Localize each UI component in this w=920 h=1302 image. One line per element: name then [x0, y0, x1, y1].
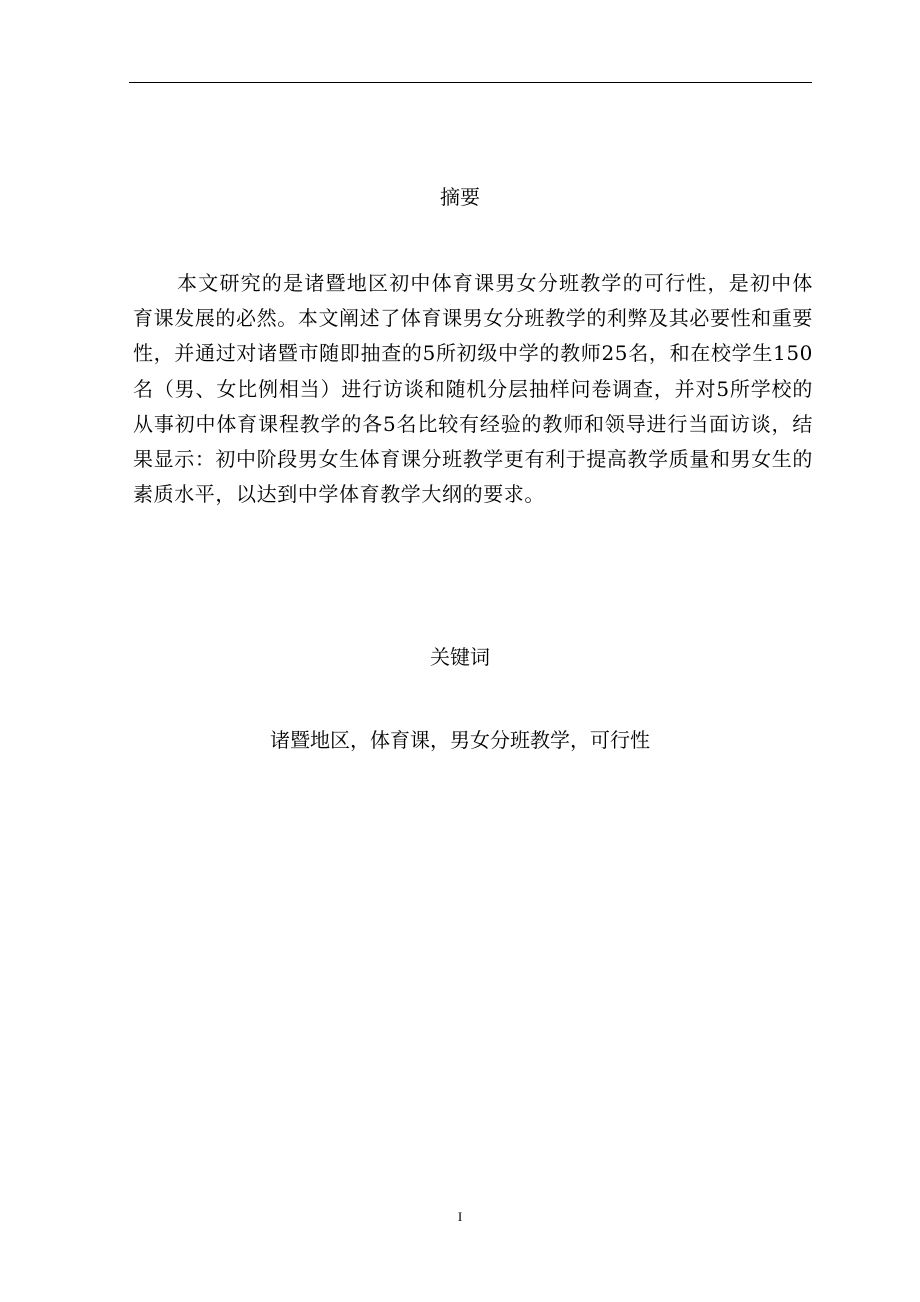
keywords-list: 诸暨地区，体育课，男女分班教学，可行性: [270, 728, 650, 752]
header-rule: [129, 82, 812, 83]
abstract-title: 摘要: [440, 185, 480, 209]
keywords-title: 关键词: [430, 645, 490, 669]
abstract-body: 本文研究的是诸暨地区初中体育课男女分班教学的可行性，是初中体育课发展的必然。本文阐述了体育课男女分班教学的利弊及其必要性和重要性，并通过对诸暨市随即抽查的5所初级中学的教师25名，和在校学生150名（男、女比例相当）进行访谈和随机分层抽样问卷调查，并对5所学校的从事初中体育课程教学的各5名比较有经验的教师和领导进行当面访谈，结果显示：初中阶段男女生体育课分班教学更有利于提高教学质量和男女生的素质水平，以达到中学体育教学大纲的要求。: [133, 271, 813, 507]
page-number: I: [457, 1209, 463, 1224]
